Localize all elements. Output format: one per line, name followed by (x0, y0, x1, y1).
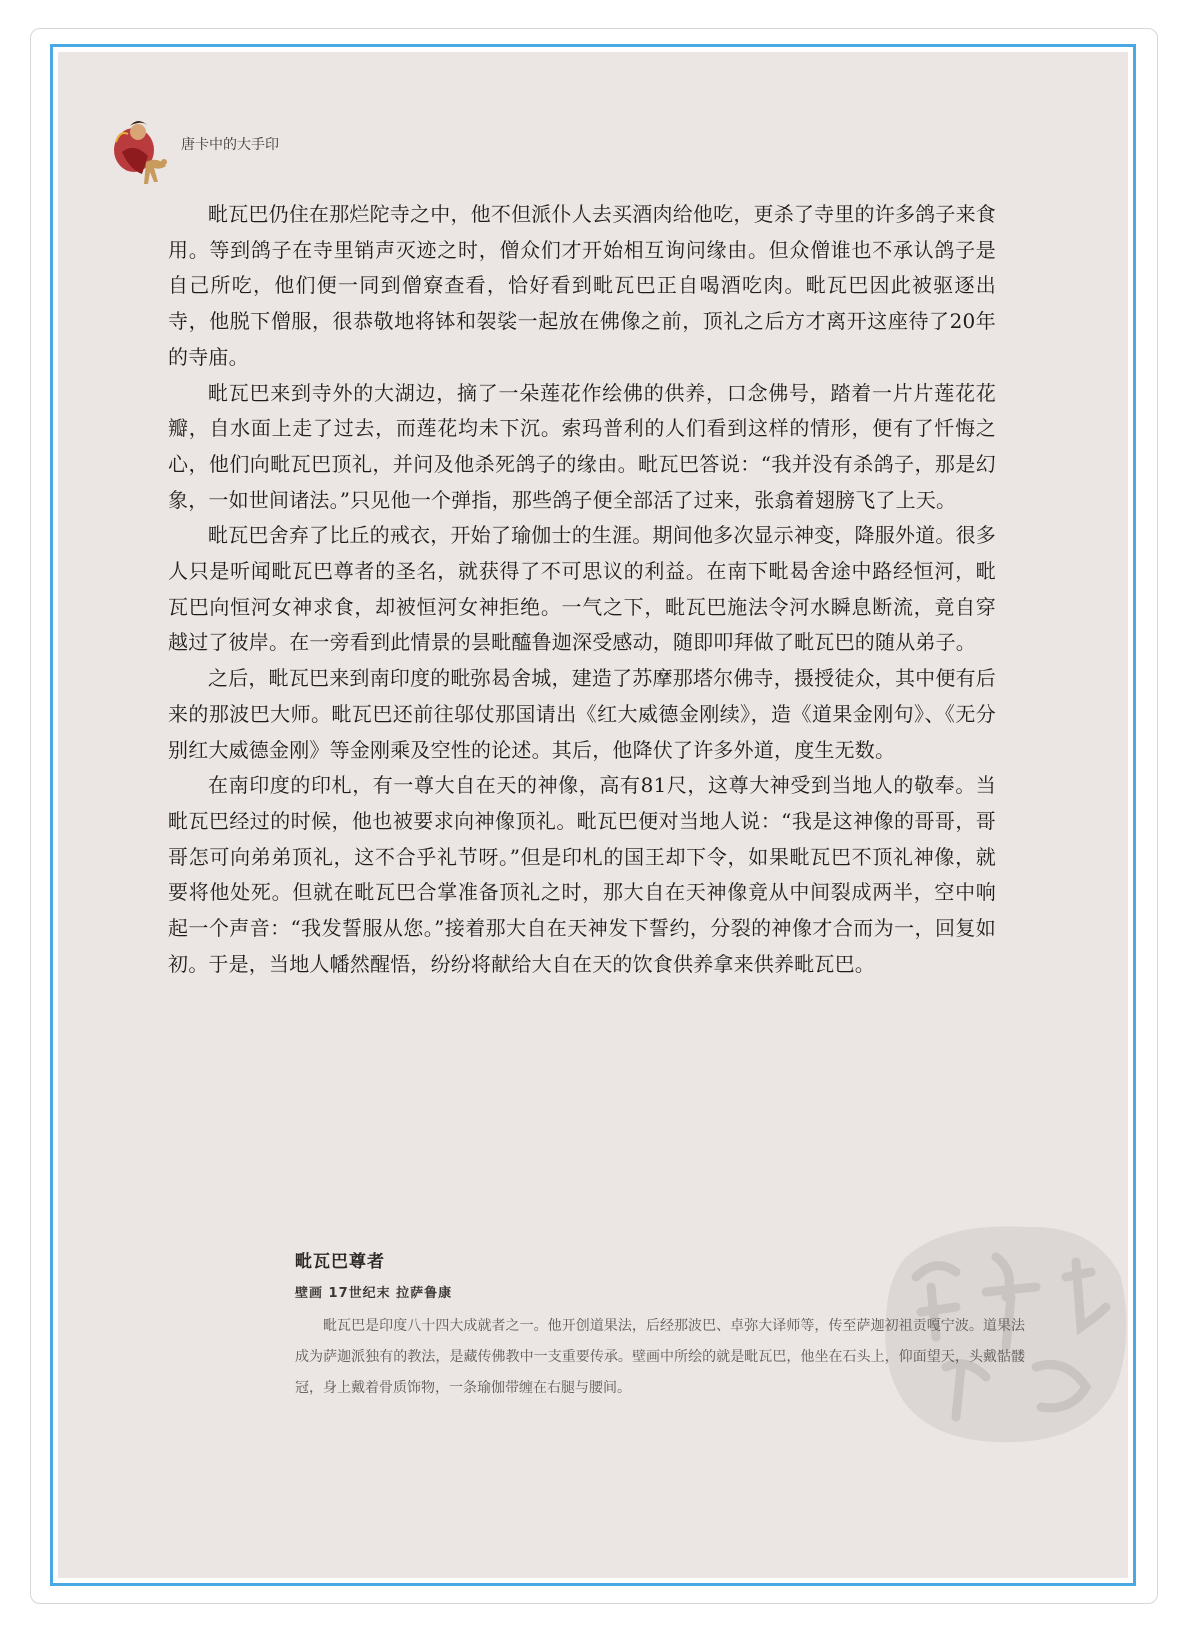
caption-title: 毗瓦巴尊者 (295, 1252, 385, 1272)
figure-caption (295, 1247, 1025, 1404)
thangka-figure-icon (108, 112, 178, 192)
body-paragraph: 毗瓦巴仍住在那烂陀寺之中，他不但派仆人去买酒肉给他吃，更杀了寺里的许多鸽子来食用。等到鸽子在寺里销声灭迹之时，僧众们才开始相互询问缘由。但众僧谁也不承认鸽子是自己所吃，他们便一同到僧寮查看，恰好看到毗瓦巴正自喝酒吃肉。毗瓦巴因此被驱逐出寺，他脱下僧服，很恭敬地将钵和袈裟一起放在佛像之前，顶礼之后方才离开这座待了20年的寺庙。 (168, 202, 996, 369)
running-header (108, 112, 508, 192)
book-page (58, 52, 1128, 1578)
body-paragraph: 之后，毗瓦巴来到南印度的毗弥曷舍城，建造了苏摩那塔尔佛寺，摄授徒众，其中便有后来的那波巴大师。毗瓦巴还前往邬仗那国请出《红大威德金刚续》，造《道果金刚句》、《无分别红大威德金刚》等金刚乘及空性的论述。其后，他降伏了许多外道，度生无数。 (168, 666, 996, 762)
caption-meta: 壁画 17世纪末 拉萨鲁康 (295, 1286, 453, 1301)
body-text (168, 197, 996, 982)
running-header-title: 唐卡中的大手印 (181, 137, 279, 153)
body-paragraph: 在南印度的印札，有一尊大自在天的神像，高有81尺，这尊大神受到当地人的敬奉。当毗瓦巴经过的时候，他也被要求向神像顶礼。毗瓦巴便对当地人说：“我是这神像的哥哥，哥哥怎可向弟弟顶礼，这不合乎礼节呀。”但是印札的国王却下令，如果毗瓦巴不顶礼神像，就要将他处死。但就在毗瓦巴合掌准备顶礼之时，那大自在天神像竟从中间裂成两半，空中响起一个声音：“我发誓服从您。”接着那大自在天神发下誓约，分裂的神像才合而为一，回复如初。于是，当地人幡然醒悟，纷纷将献给大自在天的饮食供养拿来供养毗瓦巴。 (168, 773, 996, 976)
body-paragraph: 毗瓦巴来到寺外的大湖边，摘了一朵莲花作绘佛的供养，口念佛号，踏着一片片莲花花瓣，自水面上走了过去，而莲花均未下沉。索玛普利的人们看到这样的情形，便有了忏悔之心，他们向毗瓦巴顶礼，并问及他杀死鸽子的缘由。毗瓦巴答说：“我并没有杀鸽子，那是幻象，一如世间诸法。”只见他一个弹指，那些鸽子便全部活了过来，张翕着翅膀飞了上天。 (168, 380, 996, 512)
caption-text: 毗瓦巴是印度八十四大成就者之一。他开创道果法，后经那波巴、卓弥大译师等，传至萨迦初祖贡嘎宁波。道果法成为萨迦派独有的教法，是藏传佛教中一支重要传承。壁画中所绘的就是毗瓦巴，他坐在石头上，仰面望天，头戴骷髅冠，身上戴着骨质饰物，一条瑜伽带缠在右腿与腰间。 (295, 1318, 1025, 1396)
body-paragraph: 毗瓦巴舍弃了比丘的戒衣，开始了瑜伽士的生涯。期间他多次显示神变，降服外道。很多人只是听闻毗瓦巴尊者的圣名，就获得了不可思议的利益。在南下毗曷舍途中路经恒河，毗瓦巴向恒河女神求食，却被恒河女神拒绝。一气之下，毗瓦巴施法令河水瞬息断流，竟自穿越过了彼岸。在一旁看到此情景的昙毗醯鲁迦深受感动，随即叩拜做了毗瓦巴的随从弟子。 (168, 523, 996, 655)
